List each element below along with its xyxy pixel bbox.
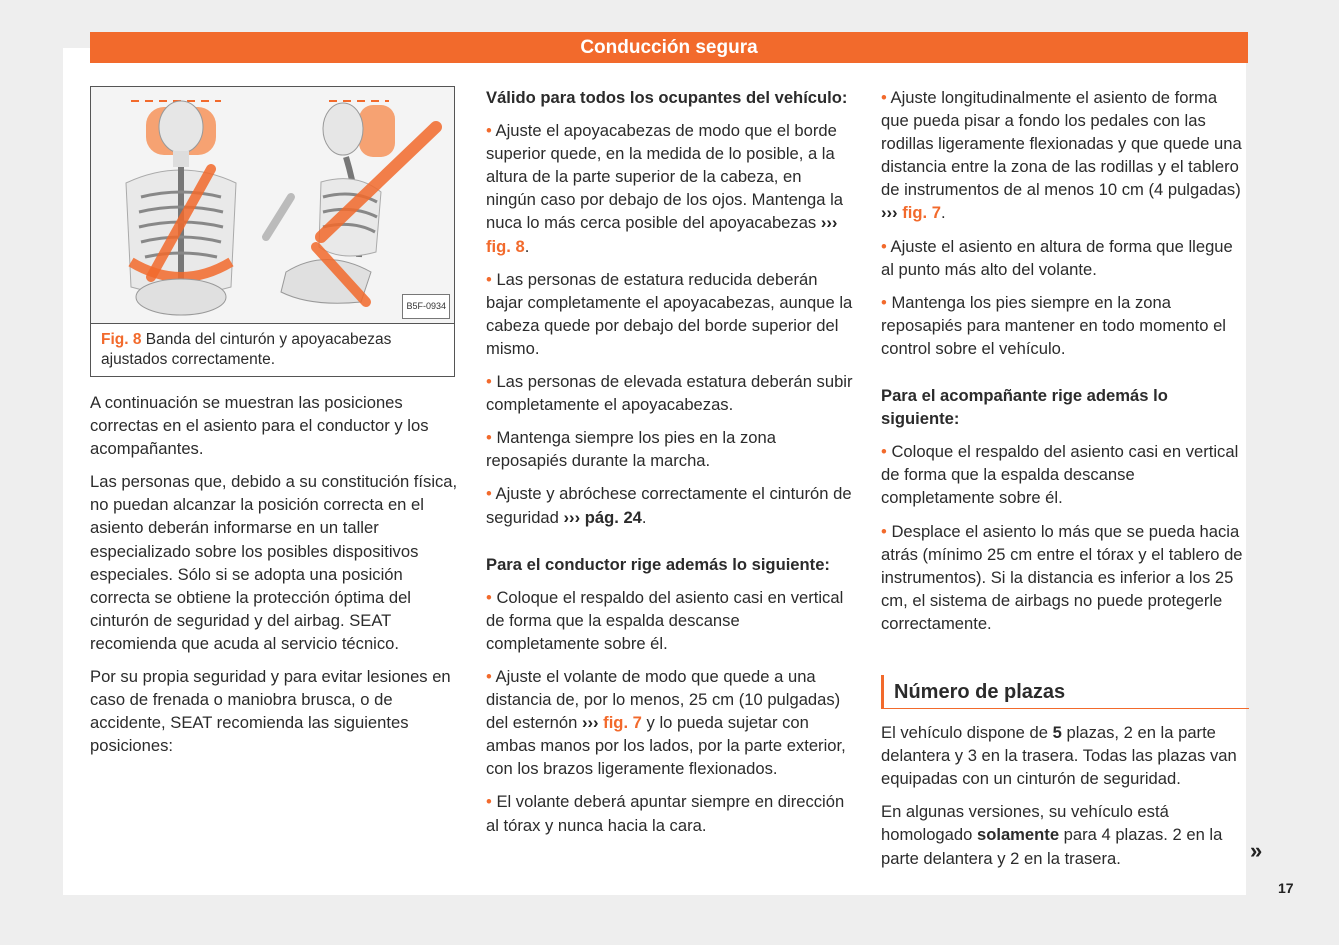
bullet-item — [486, 268, 854, 360]
bullet-text: Ajuste el volante de modo que quede a una distancia de, por lo menos, 25 cm (10 pulgadas) del esternón — [486, 666, 841, 733]
bullet-item — [881, 520, 1249, 635]
seat-posture-illustration — [91, 87, 454, 324]
bullet-icon: • — [881, 236, 887, 256]
bullet-icon: • — [486, 792, 492, 812]
section-title: Número de plazas — [881, 675, 1249, 709]
arrows-icon: ››› — [581, 713, 599, 733]
bullet-text: Coloque el respaldo del asiento casi en vertical de forma que la espalda descanse completamente sobre él. — [486, 587, 844, 653]
figure-8 — [90, 86, 455, 377]
fig7-link[interactable]: fig. 7 — [902, 203, 941, 223]
passenger-heading: Para el acompañante rige además lo siguiente: — [881, 386, 1168, 429]
page24-link[interactable]: pág. 24 — [584, 507, 642, 527]
side-view-figure — [266, 101, 436, 303]
bullet-icon: • — [881, 521, 887, 541]
bullet-item — [881, 440, 1249, 509]
bullet-item: • Ajuste y abróchese correctamente el cinturón de seguridad ››› pág. 24. — [486, 484, 852, 527]
bullet-item — [486, 665, 854, 780]
intro-paragraph: A continuación se muestran las posiciones correctas en el asiento para el conductor y los acompañantes. — [90, 393, 429, 459]
versions-paragraph — [881, 800, 1249, 869]
arrows-icon: ››› — [563, 507, 581, 527]
bullet-text: Mantenga los pies siempre en la zona reposapiés para mantener en todo momento el control sobre el vehículo. — [881, 292, 1226, 358]
skeleton-illustration-svg — [91, 87, 454, 323]
bullet-icon: • — [486, 428, 492, 448]
paragraph-text: El vehículo dispone de — [881, 723, 1048, 743]
figure-caption-text: Banda del cinturón y apoyacabezas ajustados correctamente. — [101, 331, 392, 368]
driver-heading: Para el conductor rige además lo siguiente: — [486, 554, 830, 574]
bullet-item: • Ajuste longitudinalmente el asiento de forma que pueda pisar a fondo los pedales con las rodillas ligeramente flexionadas y que quede una distancia entre la zona de las rodillas y el tablero de instrumentos de al menos 10 cm (4 pulgadas) ››› fig. 7. — [881, 88, 1242, 223]
front-view-figure — [126, 101, 236, 315]
bullet-item — [486, 586, 854, 655]
bullet-icon: • — [486, 666, 492, 686]
bullet-text: Mantenga siempre los pies en la zona reposapiés durante la marcha. — [486, 428, 776, 471]
bullet-text: Ajuste el apoyacabezas de modo que el borde superior quede, en la medida de lo posible, a la altura de la parte superior de la cabeza, en ningún caso por debajo de los ojos. Mantenga la nuca lo más cerca posible del apoyacabezas — [486, 121, 844, 233]
page-header: Conducción segura — [90, 32, 1248, 63]
bullet-icon: • — [486, 587, 492, 607]
bullet-text: El volante deberá apuntar siempre en dirección al tórax y nunca hacia la cara. — [486, 792, 845, 835]
bullet-icon: • — [486, 484, 492, 504]
seats-paragraph — [881, 721, 1249, 790]
all-occupants-heading: Válido para todos los ocupantes del vehículo: — [486, 88, 848, 107]
column-1 — [90, 86, 462, 767]
arrows-icon: ››› — [820, 213, 838, 233]
figure-code: B5F-0934 — [402, 294, 450, 319]
bullet-icon: • — [881, 88, 887, 107]
figure-caption — [91, 324, 454, 376]
bullet-item — [486, 370, 854, 416]
bullet-text: Las personas de elevada estatura deberán subir completamente el apoyacabezas. — [486, 372, 853, 415]
bullet-icon: • — [486, 269, 492, 289]
bullet-item — [486, 426, 854, 472]
arrows-icon: ››› — [881, 203, 898, 223]
column-3 — [881, 86, 1249, 880]
bullet-text: Ajuste el asiento en altura de forma que llegue al punto más alto del volante. — [881, 236, 1233, 279]
page-number: 17 — [1278, 880, 1294, 896]
fig8-link[interactable]: fig. 8 — [486, 236, 525, 256]
bullet-item — [486, 790, 854, 836]
bullet-icon: • — [486, 372, 492, 392]
safety-paragraph: Por su propia seguridad y para evitar lesiones en caso de frenada o maniobra brusca, o de accidente, SEAT recomienda las siguientes posiciones: — [90, 667, 451, 756]
fig7-link[interactable]: fig. 7 — [603, 713, 642, 733]
seat-count: 5 — [1052, 723, 1062, 743]
emphasis-text: solamente — [976, 825, 1060, 845]
bullet-text: Las personas de estatura reducida deberán bajar completamente el apoyacabezas, aunque la cabeza quede por debajo del borde superior del mismo. — [486, 269, 853, 358]
bullet-icon: • — [881, 442, 887, 462]
continue-icon: » — [1250, 838, 1263, 863]
bullet-text: y lo pueda sujetar con ambas manos por los lados, por la parte exterior, con los brazos ligeramente flexionados. — [486, 713, 846, 779]
paragraph-text: En algunas versiones, su vehículo está homologado — [881, 802, 1169, 845]
figure-label: Fig. 8 — [101, 331, 142, 348]
bullet-item: • Ajuste el apoyacabezas de modo que el borde superior quede, en la medida de lo posible, a la altura de la parte superior de la cabeza, en ningún caso por debajo de los ojos. Mantenga la nuca lo más cerca posible del apoyacabezas ››› fig. 8. — [486, 121, 844, 256]
paragraph-text: plazas, 2 en la parte delantera y 3 en la trasera. Todas las plazas van equipadas con un cinturón de seguridad. — [881, 723, 1237, 789]
bullet-text: Ajuste y abróchese correctamente el cinturón de seguridad — [486, 484, 852, 527]
bullet-text: Desplace el asiento lo más que se pueda hacia atrás (mínimo 25 cm entre el tórax y el tablero de instrumentos). Si la distancia es inferior a los 25 cm, el sistema de airbags no puede protegerle correctamente. — [881, 521, 1243, 633]
bullet-text: Coloque el respaldo del asiento casi en vertical de forma que la espalda descanse completamente sobre él. — [881, 442, 1239, 508]
bullet-icon: • — [881, 292, 887, 312]
column-2 — [486, 86, 854, 847]
paragraph-text: para 4 plazas. 2 en la parte delantera y 2 en la trasera. — [881, 825, 1223, 868]
bullet-item — [881, 291, 1249, 360]
bullet-text: Ajuste longitudinalmente el asiento de forma que pueda pisar a fondo los pedales con las rodillas ligeramente flexionadas y que quede una distancia entre la zona de las rodillas y el tablero de instrumentos de al menos 10 cm (4 pulgadas) — [881, 88, 1242, 200]
bullet-item — [881, 235, 1249, 281]
bullet-icon: • — [486, 121, 492, 141]
constitution-paragraph: Las personas que, debido a su constitución física, no puedan alcanzar la posición correcta en el asiento deberán informarse en un taller especializado sobre los posibles dispositivos especiales. Sólo si se adopta una posición correcta se obtiene la protección óptima del cinturón de seguridad y del airbag. SEAT recomienda que acuda al servicio técnico. — [90, 472, 458, 653]
